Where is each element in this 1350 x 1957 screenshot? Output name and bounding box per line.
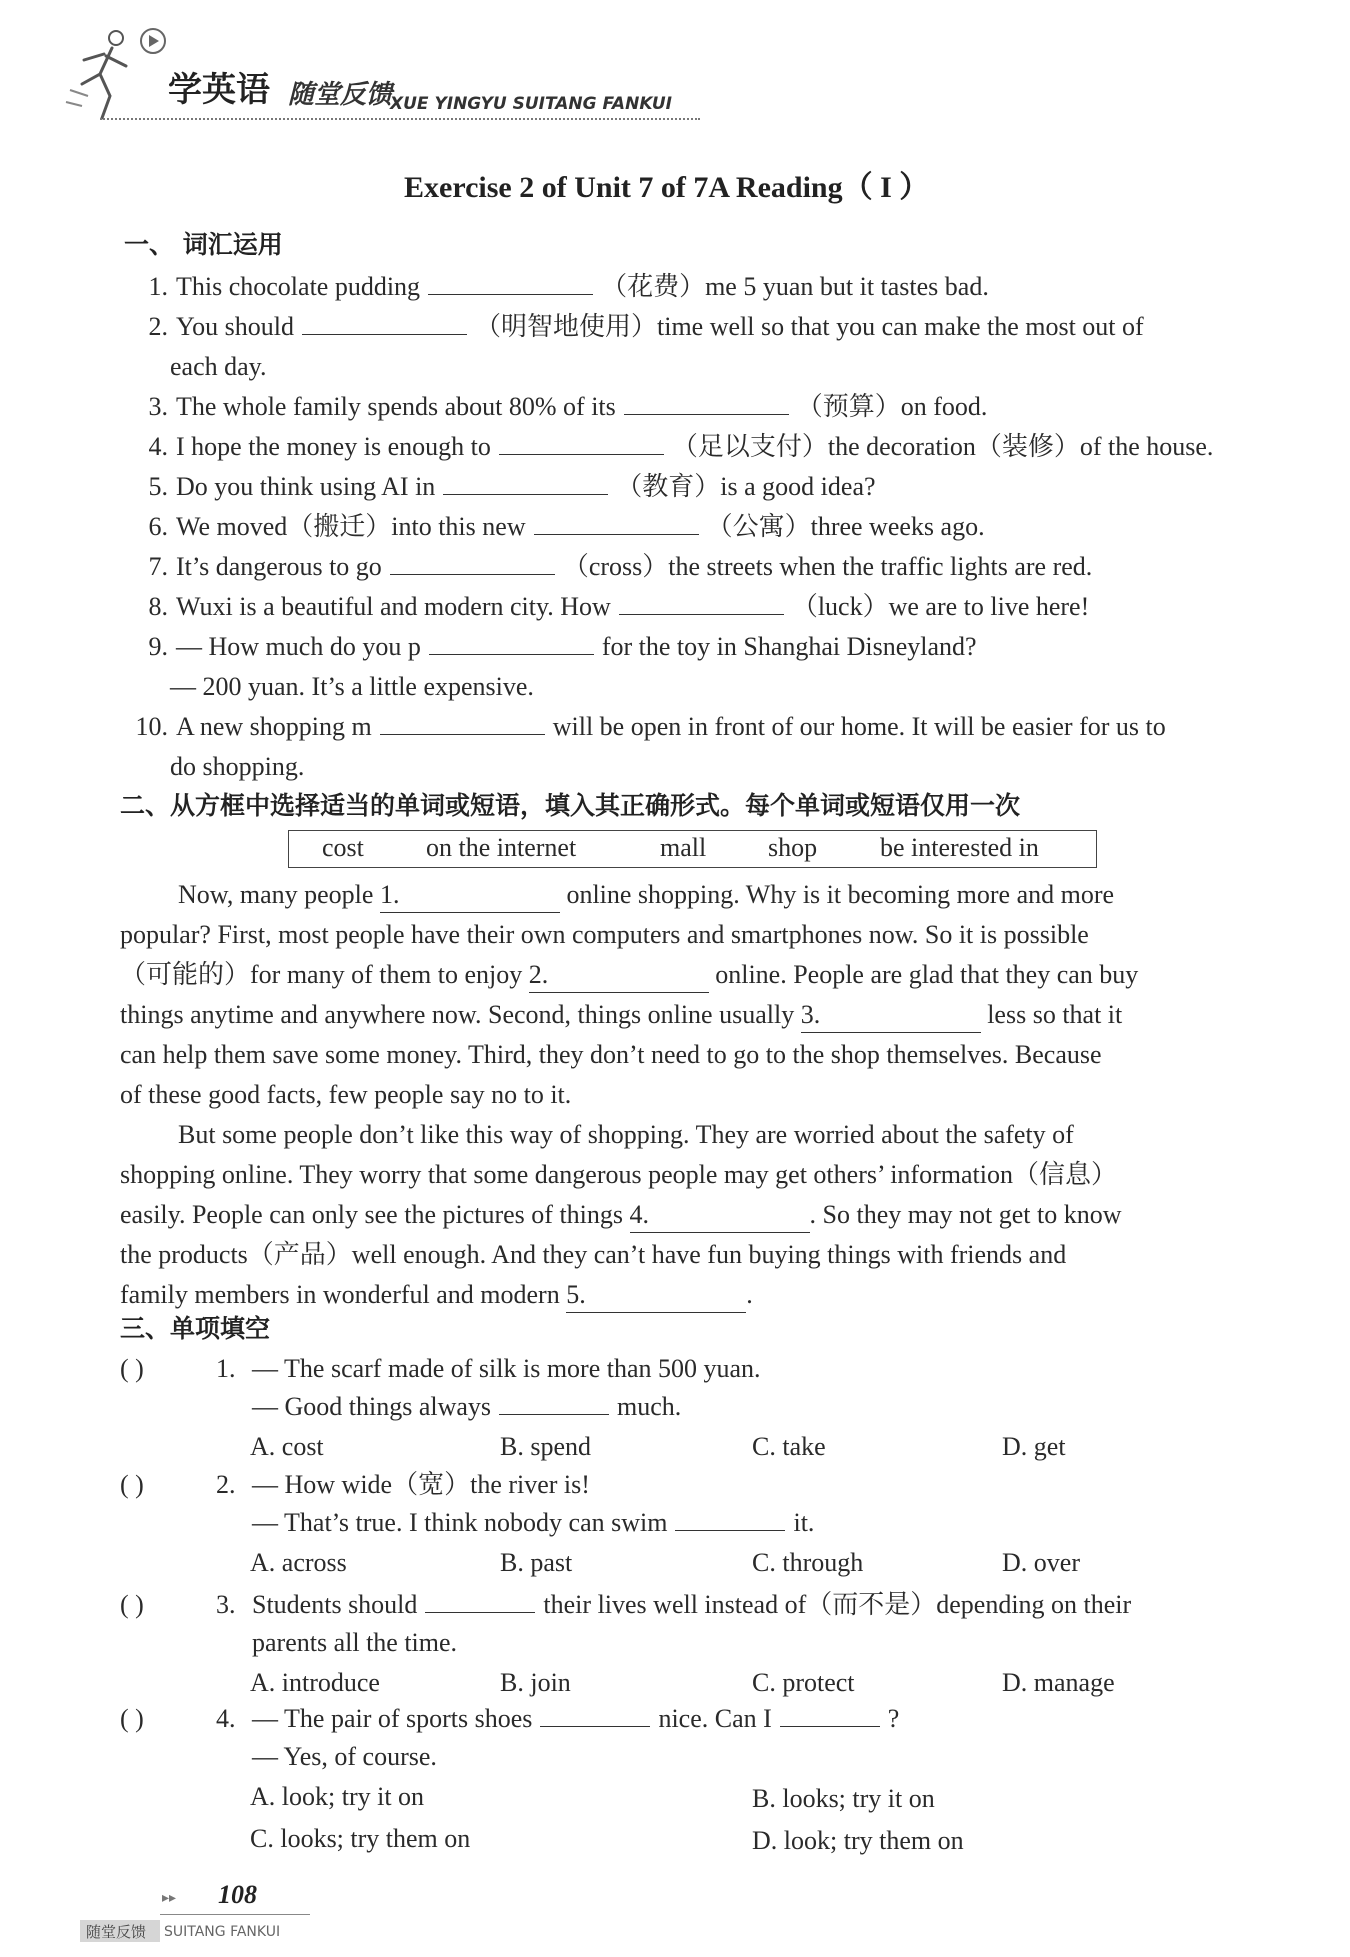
answer-blank[interactable]	[390, 552, 555, 575]
answer-blank[interactable]	[619, 592, 784, 615]
passage-blank[interactable]	[801, 998, 981, 1033]
brand-title: 学英语	[168, 70, 270, 110]
footer-label-cn: 随堂反馈	[86, 1923, 147, 1941]
item-continuation: — 200 yuan. It’s a little expensive.	[170, 672, 534, 701]
section2-heading: 二、从方框中选择适当的单词或短语，填入其正确形式。每个单词或短语仅用一次	[120, 791, 1021, 820]
item-continuation: each day.	[170, 352, 267, 381]
passage-text: online shopping. Why is it becoming more and more	[559, 880, 1115, 909]
passage-line	[120, 918, 1089, 952]
question-text: their lives well instead of（而不是）depending on their	[543, 1590, 1132, 1619]
word-box-item: shop	[768, 833, 818, 862]
answer-paren: ( )	[120, 1354, 144, 1383]
passage-line	[120, 1038, 1102, 1072]
play-icon	[138, 26, 168, 56]
passage-text: Now, many people	[178, 880, 380, 909]
option: D. get	[1002, 1432, 1066, 1461]
answer-paren: ( )	[120, 1470, 144, 1499]
item-text-before: We moved（搬迁）into this new	[176, 512, 526, 541]
header-rule	[100, 118, 700, 120]
question-blank[interactable]	[675, 1508, 785, 1531]
word-box-item: be interested in	[880, 833, 1039, 862]
passage-text: .	[746, 1280, 753, 1309]
option: B. looks; try it on	[752, 1784, 935, 1813]
question-line	[252, 1390, 681, 1424]
item-text-before: The whole family spends about 80% of its	[176, 392, 616, 421]
question-number: 2.	[216, 1470, 236, 1499]
word-box-item: cost	[322, 833, 364, 862]
blank-number: 2.	[528, 960, 549, 989]
item-text-before: You should	[176, 312, 295, 341]
answer-blank[interactable]	[429, 632, 594, 655]
blank-number: 3.	[800, 1000, 821, 1029]
blank-number: 5.	[566, 1280, 586, 1309]
passage-text: can help them save some money. Third, they don’t need to go to the shop themselves. Because	[120, 1040, 1102, 1069]
option: B. join	[500, 1668, 571, 1697]
passage-text: But some people don’t like this way of shopping. They are worried about the safety of	[178, 1120, 1074, 1149]
passage-line	[120, 1278, 753, 1313]
item-number: 4.	[148, 432, 168, 461]
section1-heading: 一、 词汇运用	[124, 230, 283, 259]
footer-arrows: ▸▸	[162, 1890, 177, 1906]
answer-blank[interactable]	[499, 432, 664, 455]
option: B. past	[500, 1548, 573, 1577]
item-number: 6.	[148, 512, 168, 541]
option: A. look; try it on	[250, 1782, 425, 1811]
item-text-after: will be open in front of our home. It will be easier for us to	[552, 712, 1166, 741]
item-continuation: do shopping.	[170, 752, 305, 781]
item-number: 2.	[148, 312, 168, 341]
passage-line	[120, 1198, 1122, 1233]
option: D. manage	[1002, 1668, 1115, 1697]
vocab-item	[130, 710, 1166, 744]
brand-pinyin: XUE YINGYU SUITANG FANKUI	[390, 94, 673, 114]
runner-logo-icon	[60, 26, 150, 126]
answer-blank[interactable]	[302, 312, 467, 335]
question-line	[252, 1588, 1131, 1622]
vocab-item	[130, 470, 876, 504]
option: A. across	[250, 1548, 347, 1577]
answer-blank[interactable]	[380, 712, 545, 735]
answer-blank[interactable]	[534, 512, 699, 535]
option: D. look; try them on	[752, 1826, 964, 1855]
option: A. cost	[250, 1432, 324, 1461]
question-number: 1.	[216, 1354, 236, 1383]
option: D. over	[1002, 1548, 1080, 1577]
item-text-after: （cross）the streets when the traffic lights are red.	[562, 552, 1093, 581]
vocab-item	[130, 550, 1092, 584]
page-footer	[80, 1880, 340, 1950]
question-blank[interactable]	[780, 1704, 880, 1727]
question-blank[interactable]	[540, 1704, 650, 1727]
passage-text: less so that it	[980, 1000, 1123, 1029]
item-number: 1.	[148, 272, 168, 301]
option: C. take	[752, 1432, 826, 1461]
question-line	[252, 1702, 899, 1736]
passage-text: things anytime and anywhere now. Second, things online usually	[120, 1000, 801, 1029]
option: A. introduce	[250, 1668, 380, 1697]
vocab-item	[130, 390, 987, 424]
word-box-item: mall	[660, 833, 707, 862]
item-number: 10.	[135, 712, 168, 741]
question-text: — Good things always	[252, 1392, 492, 1421]
question-line: parents all the time.	[252, 1628, 458, 1657]
question-text: ?	[887, 1704, 900, 1733]
passage-text: easily. People can only see the pictures of things	[120, 1200, 630, 1229]
passage-line	[178, 1118, 1074, 1152]
passage-line	[120, 1158, 1117, 1192]
question-text: it.	[793, 1508, 815, 1537]
passage-text: （可能的）for many of them to enjoy	[120, 960, 529, 989]
footer-label-en: SUITANG FANKUI	[164, 1924, 281, 1940]
word-box-item: on the internet	[426, 833, 577, 862]
question-line: — Yes, of course.	[252, 1742, 437, 1771]
item-text-before: Do you think using AI in	[176, 472, 436, 501]
vocab-item	[130, 590, 1089, 624]
passage-line	[120, 1238, 1066, 1272]
passage-blank[interactable]	[529, 958, 709, 993]
passage-text: popular? First, most people have their own computers and smartphones now. So it is possible	[120, 920, 1089, 949]
item-text-before: This chocolate pudding	[176, 272, 421, 301]
question-blank[interactable]	[425, 1590, 535, 1613]
item-number: 9.	[148, 632, 168, 661]
page-title: Exercise 2 of Unit 7 of 7A Reading（ I ）	[404, 171, 930, 204]
answer-paren: ( )	[120, 1590, 144, 1619]
item-text-before: I hope the money is enough to	[176, 432, 491, 461]
passage-line	[120, 1078, 571, 1112]
item-text-after: （公寓）three weeks ago.	[706, 512, 985, 541]
question-line: — The scarf made of silk is more than 500 yuan.	[252, 1354, 761, 1383]
vocab-item	[130, 270, 989, 304]
item-number: 5.	[148, 472, 168, 501]
option: C. looks; try them on	[250, 1824, 471, 1853]
passage-text: family members in wonderful and modern	[120, 1280, 567, 1309]
item-number: 8.	[148, 592, 168, 621]
passage-text: . So they may not get to know	[809, 1200, 1122, 1229]
question-text: Students should	[252, 1590, 418, 1619]
passage-blank[interactable]	[566, 1278, 746, 1313]
page-header	[60, 20, 700, 130]
item-text-after: for the toy in Shanghai Disneyland?	[601, 632, 977, 661]
answer-blank[interactable]	[624, 392, 789, 415]
question-blank[interactable]	[499, 1392, 609, 1415]
passage-text: online. People are glad that they can buy	[708, 960, 1139, 989]
item-text-after: （足以支付）the decoration（装修）of the house.	[671, 432, 1214, 461]
passage-line	[178, 878, 1114, 913]
item-text-before: It’s dangerous to go	[176, 552, 382, 581]
question-text: — The pair of sports shoes	[252, 1704, 533, 1733]
vocab-item	[130, 510, 985, 544]
passage-line	[120, 958, 1138, 993]
passage-blank[interactable]	[380, 878, 560, 913]
blank-number: 4.	[629, 1200, 650, 1229]
question-text: much.	[617, 1392, 682, 1421]
blank-number: 1.	[379, 880, 400, 909]
question-text: — That’s true. I think nobody can swim	[252, 1508, 668, 1537]
passage-text: shopping online. They worry that some dangerous people may get others’ information（信息）	[120, 1160, 1117, 1189]
answer-blank[interactable]	[428, 272, 593, 295]
footer-rule	[160, 1914, 310, 1915]
item-number: 7.	[148, 552, 168, 581]
question-line	[252, 1506, 814, 1540]
item-text-after: （预算）on food.	[796, 392, 988, 421]
item-text-after: （明智地使用）time well so that you can make the most out of	[475, 312, 1144, 341]
option: C. through	[752, 1548, 864, 1577]
question-number: 3.	[216, 1590, 236, 1619]
item-text-after: （luck）we are to live here!	[791, 592, 1090, 621]
question-line: — How wide（宽）the river is!	[252, 1470, 590, 1499]
passage-line	[120, 998, 1122, 1033]
question-number: 4.	[216, 1704, 236, 1733]
answer-blank[interactable]	[443, 472, 608, 495]
page-number: 108	[218, 1880, 257, 1909]
vocab-item	[130, 430, 1213, 464]
passage-blank[interactable]	[630, 1198, 810, 1233]
option: B. spend	[500, 1432, 591, 1461]
vocab-item	[130, 310, 1144, 344]
question-text: nice. Can I	[658, 1704, 772, 1733]
item-text-after: （花费）me 5 yuan but it tastes bad.	[601, 272, 989, 301]
item-text-before: Wuxi is a beautiful and modern city. How	[176, 592, 611, 621]
option: C. protect	[752, 1668, 855, 1697]
item-number: 3.	[148, 392, 168, 421]
passage-text: of these good facts, few people say no to it.	[120, 1080, 572, 1109]
item-text-after: （教育）is a good idea?	[616, 472, 876, 501]
passage-text: the products（产品）well enough. And they can’t have fun buying things with friends and	[120, 1240, 1067, 1269]
item-text-before: — How much do you p	[176, 632, 421, 661]
section3-heading: 三、单项填空	[120, 1314, 271, 1343]
vocab-item	[130, 630, 977, 664]
brand-subtitle: 随堂反馈	[288, 80, 393, 110]
answer-paren: ( )	[120, 1704, 144, 1733]
item-text-before: A new shopping m	[176, 712, 372, 741]
